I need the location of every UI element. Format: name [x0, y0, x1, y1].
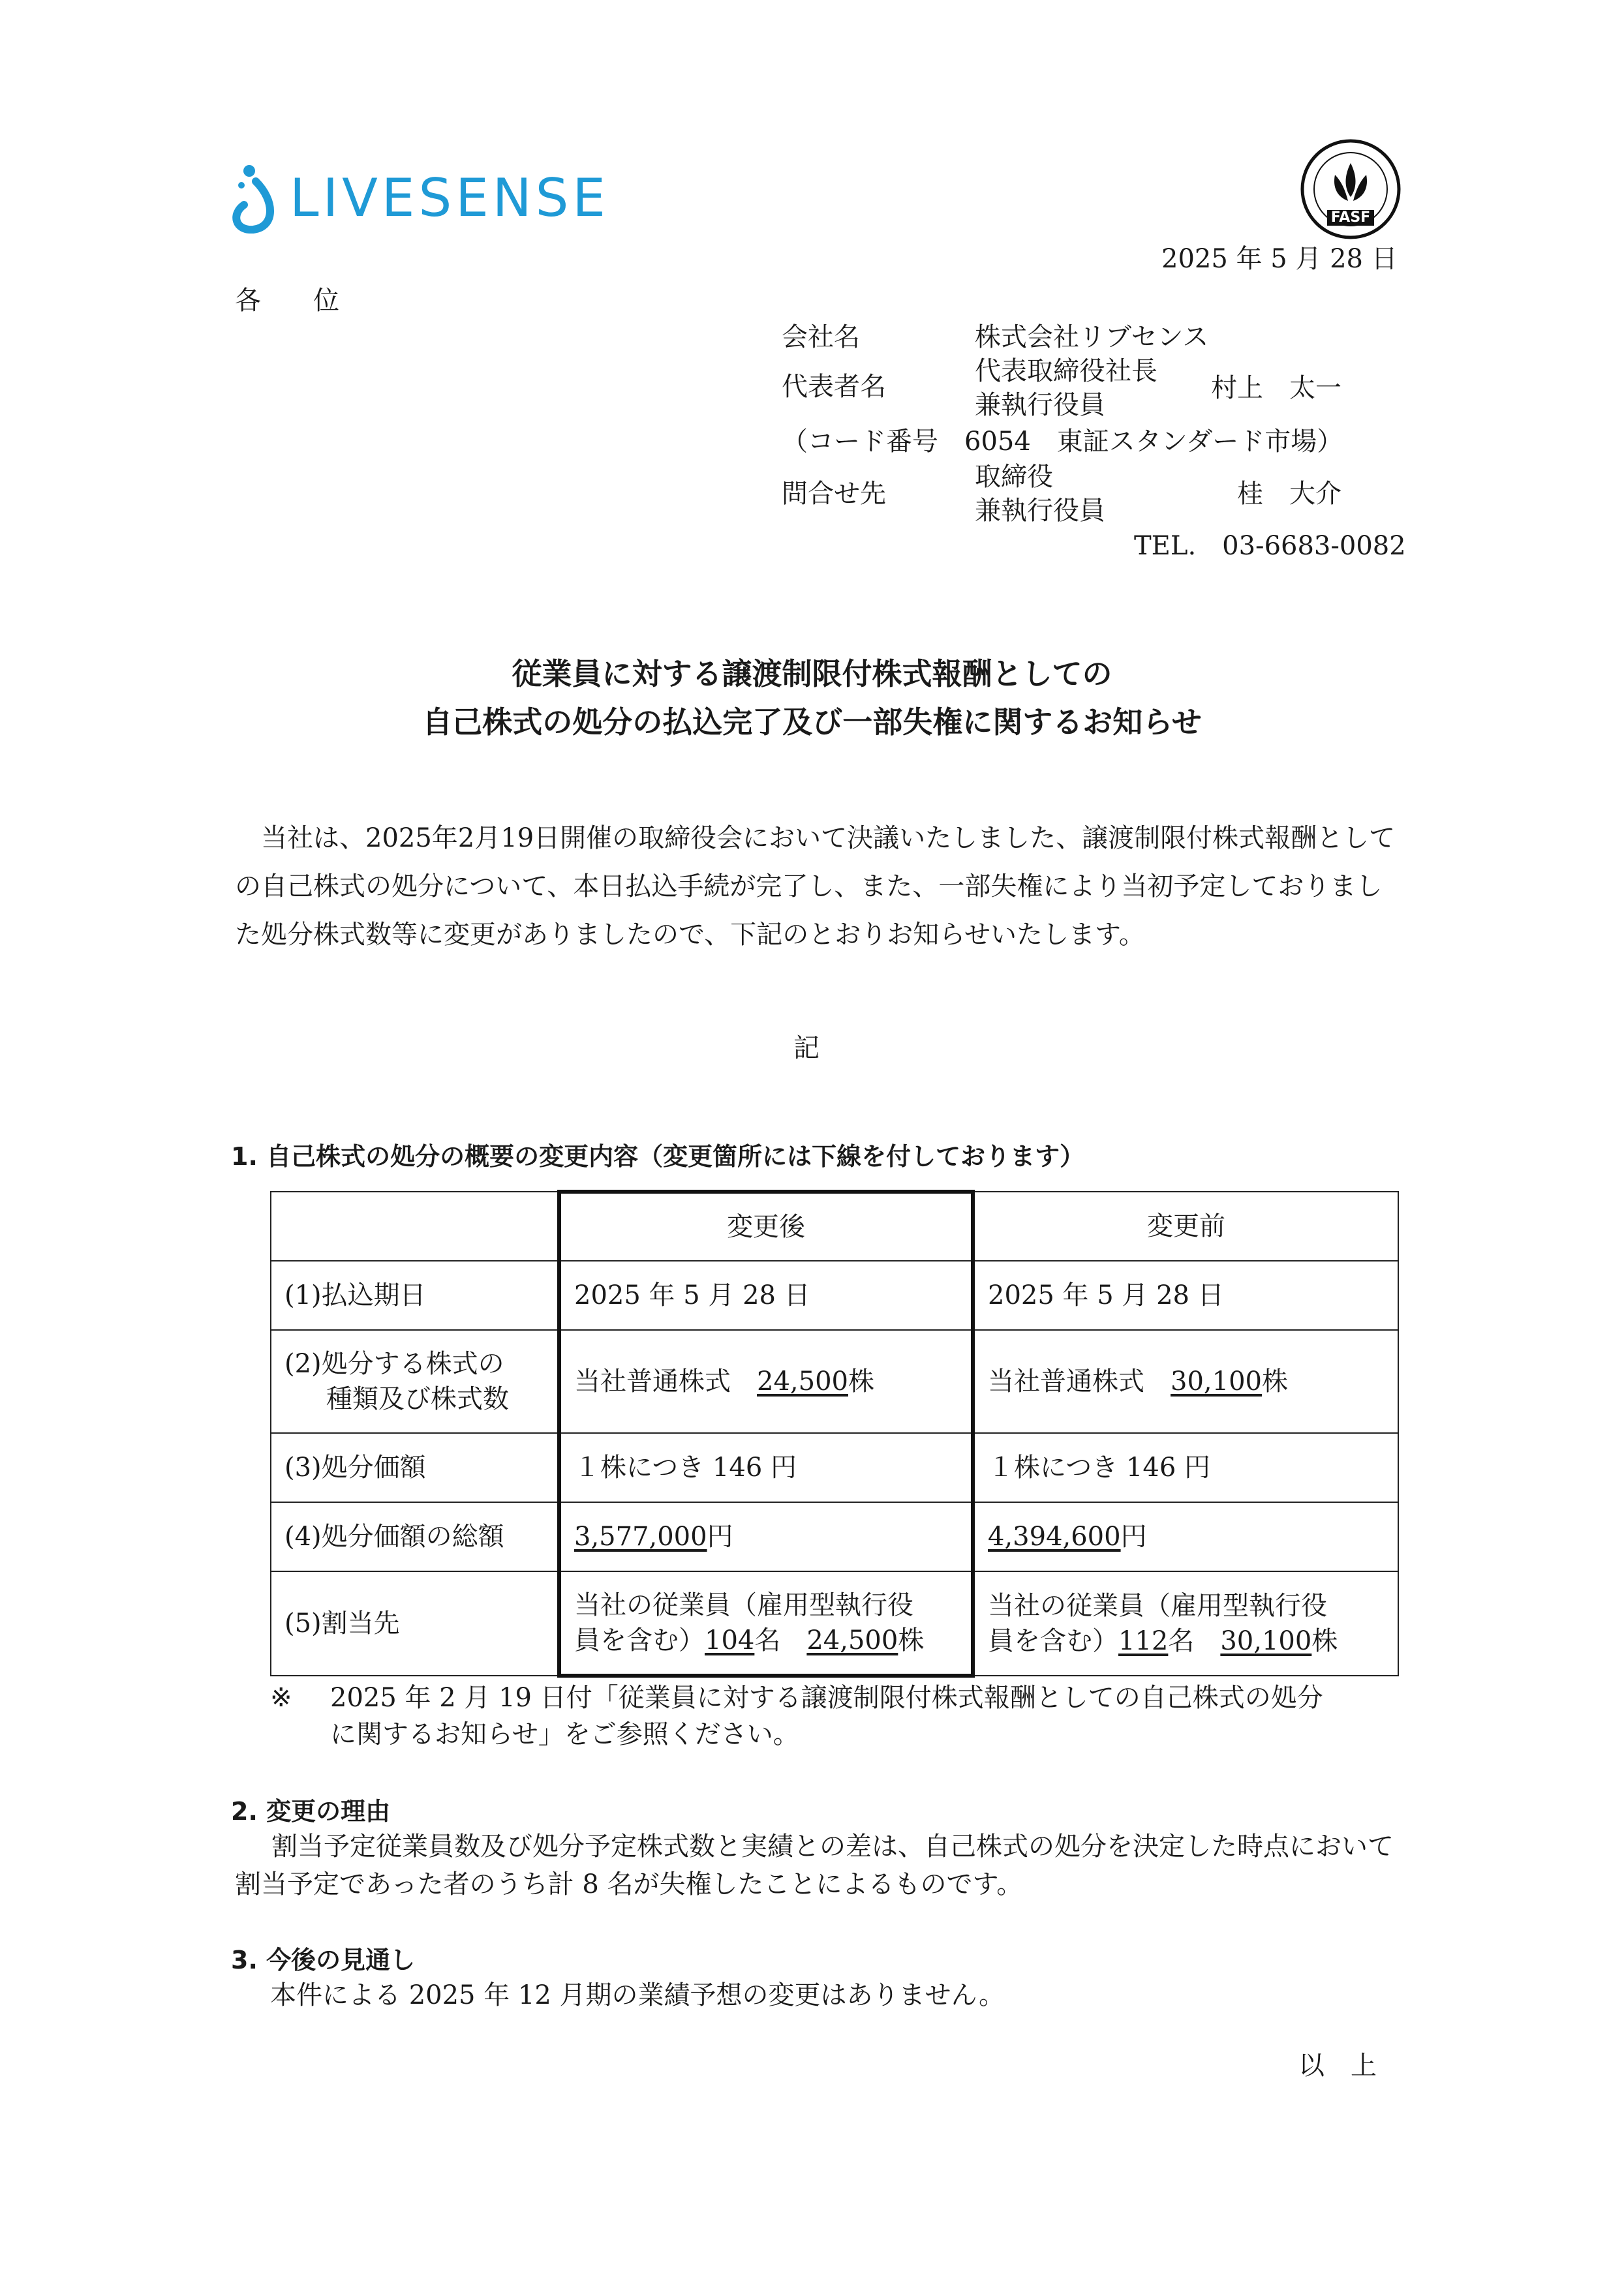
total-amount-before-unit: 円	[1120, 1522, 1147, 1552]
allottee-before	[973, 1571, 1398, 1676]
intro-paragraph	[235, 814, 1396, 959]
total-amount-before	[973, 1502, 1398, 1571]
section-3-body: 本件による 2025 年 12 月期の業績予想の変更はありません。	[270, 1980, 1005, 2010]
note-line-1: 2025 年 2 月 19 日付「従業員に対する譲渡制限付株式報酬としての自己株式の処分	[330, 1683, 1323, 1713]
company-name-label: 会社名	[782, 322, 860, 352]
addressee: 各 位	[235, 286, 339, 316]
contact-name: 桂 大介	[1237, 479, 1341, 509]
allottee-before-line-2	[988, 1624, 1385, 1659]
livesense-logo	[230, 162, 609, 234]
document-title-line-2: 自己株式の処分の払込完了及び一部失権に関するお知らせ	[422, 704, 1202, 740]
share-count-after-value: 24,500	[757, 1367, 848, 1397]
allottee-before-unit: 株	[1311, 1626, 1338, 1656]
allottee-before-shares: 30,100	[1220, 1626, 1312, 1656]
row-label-disposal-price: (3)処分価額	[271, 1433, 559, 1502]
allottee-after-unit: 株	[898, 1625, 925, 1655]
table-row	[271, 1330, 1398, 1433]
section-1-heading: 1. 自己株式の処分の概要の変更内容（変更箇所には下線を付しております）	[231, 1142, 1085, 1171]
intro-text: 当社は、2025年2月19日開催の取締役会において決議いたしました、譲渡制限付株式報酬としての自己株式の処分について、本日払込手続が完了し、また、一部失権により当初予定しておりました処分株式数等に変更がありましたので、下記のとおりお知らせいたします。	[235, 823, 1396, 950]
ki-marker: 記	[793, 1033, 820, 1063]
note-mark: ※	[270, 1683, 292, 1713]
share-count-after-prefix: 当社普通株式	[574, 1367, 757, 1397]
share-count-before-value: 30,100	[1171, 1367, 1262, 1397]
column-header-before: 変更前	[973, 1192, 1398, 1261]
section-3-heading: 3. 今後の見通し	[231, 1946, 416, 1974]
contact-tel: TEL. 03-6683-0082	[1134, 531, 1406, 561]
share-count-after-unit: 株	[848, 1367, 874, 1397]
code-line: （コード番号 6054 東証スタンダード市場）	[782, 427, 1343, 457]
table-row	[271, 1261, 1398, 1330]
document-title-line-1: 従業員に対する譲渡制限付株式報酬としての	[512, 656, 1112, 691]
allottee-after-people: 104	[705, 1625, 755, 1655]
total-amount-after-value: 3,577,000	[574, 1522, 707, 1552]
allottee-before-prefix: 員を含む）	[988, 1626, 1118, 1656]
share-count-before	[973, 1330, 1398, 1433]
allottee-after	[559, 1571, 973, 1676]
total-amount-after-unit: 円	[707, 1522, 733, 1552]
representative-label: 代表者名	[782, 372, 886, 402]
section-2-body	[235, 1828, 1396, 1903]
table-row	[271, 1502, 1398, 1571]
section-2-text: 割当予定従業員数及び処分予定株式数と実績との差は、自己株式の処分を決定した時点において割当予定であった者のうち計 8 名が失権したことによるものです。	[235, 1832, 1394, 1899]
contact-title-2: 兼執行役員	[975, 496, 1105, 526]
note-line-2: に関するお知らせ」をご参照ください。	[330, 1719, 799, 1749]
contact-label: 問合せ先	[782, 479, 886, 509]
share-count-after	[559, 1330, 973, 1433]
allottee-after-line-1: 当社の従業員（雇用型執行役	[574, 1590, 913, 1620]
column-header-after: 変更後	[559, 1192, 973, 1261]
allottee-before-mid: 名	[1168, 1626, 1221, 1656]
payment-date-after: 2025 年 5 月 28 日	[559, 1261, 973, 1330]
row-label-allottee: (5)割当先	[271, 1571, 559, 1676]
disposal-change-table	[270, 1190, 1399, 1678]
table-row	[271, 1571, 1398, 1676]
disposal-price-before: １株につき 146 円	[973, 1433, 1398, 1502]
row-label-total-amount: (4)処分価額の総額	[271, 1502, 559, 1571]
allottee-after-mid: 名	[754, 1625, 807, 1655]
row-label-share-type-line-2-text: 種類及び株式数	[326, 1384, 509, 1414]
share-count-before-unit: 株	[1261, 1367, 1288, 1397]
share-count-before-prefix: 当社普通株式	[988, 1367, 1171, 1397]
closing-mark: 以 上	[1298, 2051, 1377, 2081]
allottee-before-people: 112	[1118, 1626, 1169, 1656]
representative-title-1: 代表取締役社長	[975, 356, 1157, 386]
total-amount-after	[559, 1502, 973, 1571]
allottee-before-line-1: 当社の従業員（雇用型執行役	[988, 1591, 1327, 1621]
livesense-logo-icon	[230, 162, 282, 234]
company-name-value: 株式会社リブセンス	[975, 322, 1209, 352]
logo-text: LIVESENSE	[290, 168, 609, 228]
representative-name: 村上 太一	[1211, 373, 1341, 403]
allottee-after-prefix: 員を含む）	[574, 1625, 705, 1655]
row-label-share-type	[271, 1330, 559, 1433]
total-amount-before-value: 4,394,600	[988, 1522, 1121, 1552]
fasf-text: FASF	[1330, 209, 1371, 226]
allottee-after-shares: 24,500	[806, 1625, 898, 1655]
disposal-price-after: １株につき 146 円	[559, 1433, 973, 1502]
representative-title-2: 兼執行役員	[975, 390, 1105, 420]
row-label-share-type-line-1: (2)処分する株式の	[284, 1349, 504, 1379]
contact-title-1: 取締役	[975, 462, 1053, 492]
section-2-heading: 2. 変更の理由	[231, 1797, 391, 1826]
allottee-after-line-2	[574, 1623, 958, 1658]
payment-date-before: 2025 年 5 月 28 日	[973, 1261, 1398, 1330]
table-row	[271, 1433, 1398, 1502]
table-corner-cell	[271, 1192, 559, 1261]
table-header-row	[271, 1192, 1398, 1261]
row-label-share-type-line-2	[284, 1382, 544, 1417]
row-label-payment-date: (1)払込期日	[271, 1261, 559, 1330]
fasf-seal	[1298, 137, 1403, 241]
issue-date: 2025 年 5 月 28 日	[1161, 244, 1398, 274]
